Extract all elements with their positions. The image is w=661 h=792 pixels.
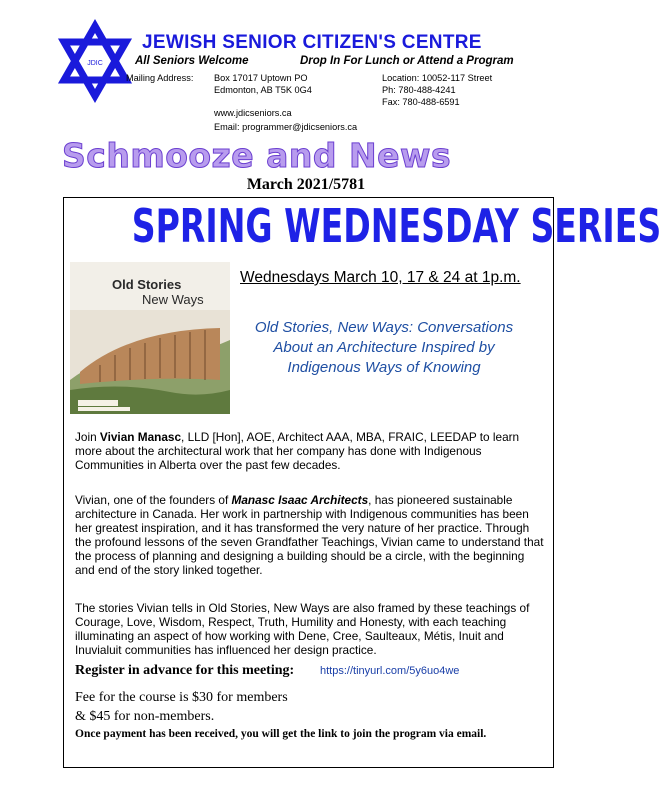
- org-name: JEWISH SENIOR CITIZEN'S CENTRE: [142, 32, 482, 53]
- issue-date: March 2021/5781: [246, 176, 366, 193]
- register-link[interactable]: https://tinyurl.com/5y6uo4we: [320, 665, 460, 677]
- speaker-name: Vivian Manasc: [99, 430, 182, 444]
- firm-name: Manasc Isaac Architects: [231, 493, 369, 507]
- website-link[interactable]: www.jdicseniors.ca: [214, 108, 292, 118]
- building-illustration: [70, 310, 230, 414]
- fax-number: Fax: 780-488-6591: [382, 97, 460, 107]
- mailing-line2: Edmonton, AB T5K 0G4: [214, 85, 312, 95]
- fee-members: Fee for the course is $30 for members: [75, 690, 288, 705]
- newsletter-title: Schmooze and News: [62, 136, 452, 175]
- book-cover-subtitle: New Ways: [142, 292, 204, 307]
- intro-paragraph: Join Vivian Manasc, LLD [Hon], AOE, Architect AAA, MBA, FRAIC, LEEDAP to learn more about the architectural work that her company has done with Indigenous Communities in Alberta over the past few decades.: [75, 430, 520, 472]
- event-dates: Wednesdays March 10, 17 & 24 at 1p.m.: [240, 269, 521, 286]
- fee-non-members: & $45 for non-members.: [75, 709, 215, 724]
- fee-info: [75, 688, 288, 726]
- phone-number: Ph: 780-488-4241: [382, 85, 456, 95]
- series-banner: [63, 199, 661, 263]
- star-of-david-logo-icon: [60, 24, 130, 98]
- email-link[interactable]: Email: programmer@jdicseniors.ca: [214, 122, 358, 132]
- tagline-drop-in: Drop In For Lunch or Attend a Program: [300, 55, 514, 67]
- tagline-welcome: All Seniors Welcome: [135, 55, 249, 67]
- series-title: SPRING WEDNESDAY SERIES: [131, 199, 661, 253]
- payment-note: Once payment has been received, you will get the link to join the program via email.: [75, 728, 487, 740]
- logo-text: JDIC: [87, 60, 103, 67]
- register-label: Register in advance for this meeting:: [75, 663, 295, 678]
- location-address: Location: 10052-117 Street: [382, 73, 493, 83]
- talk-title: Old Stories, New Ways: Conversations About an Architecture Inspired by Indigenous Ways of Knowing: [254, 319, 514, 376]
- book-cover-image: [70, 262, 230, 414]
- bio-paragraph: Vivian, one of the founders of Manasc Isaac Architects, has pioneered sustainable architecture in Canada. Her work in partnership with Indigenous communities has been her greatest inspiration, and it has transformed the very nature of her practice. Through the profound lessons of the seven Grandfather Teachings, Vivian came to understand that the process of planning and designing a building should be a circle, with the beginning and end of the story linked together.: [75, 493, 544, 577]
- teachings-paragraph: The stories Vivian tells in Old Stories, New Ways are also framed by these teachings of Courage, Love, Wisdom, Respect, Truth, Humility and Honesty, with each teaching illuminating an aspect of how working with Dene, Cree, Saulteaux, Métis, Inuit and Inuvialuit communities has influenced her design practice.: [75, 601, 530, 657]
- mailing-line1: Box 17017 Uptown PO: [214, 73, 308, 83]
- book-cover-title: Old Stories: [112, 277, 182, 292]
- mailing-label: Mailing Address:: [126, 73, 194, 83]
